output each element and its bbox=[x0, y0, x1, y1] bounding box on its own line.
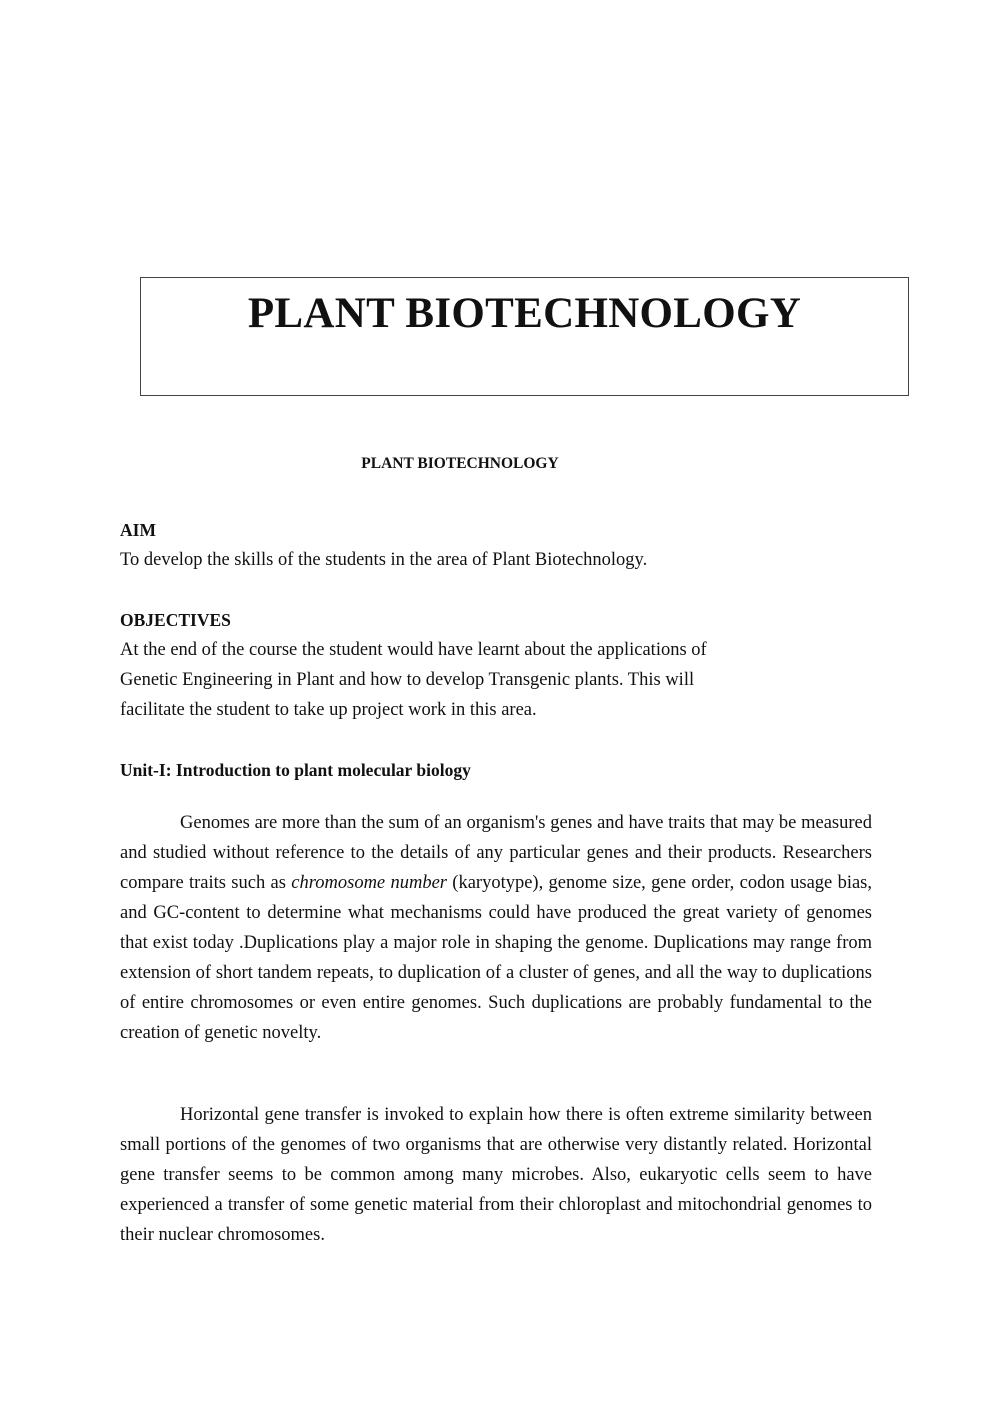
section-subtitle: PLANT BIOTECHNOLOGY bbox=[361, 455, 559, 472]
para1-italic-term: chromosome number bbox=[291, 873, 447, 893]
unit1-heading: Unit-I: Introduction to plant molecular biology bbox=[120, 760, 471, 780]
para2-text: Horizontal gene transfer is invoked to explain how there is often extreme similarity between small portions of the genomes of two organisms that are otherwise very distantly related. Horizontal gene transfer seems to be common among many microbes. Also, eukaryotic cells seem to have experienced a transfer of some genetic material from their chloroplast and mitochondrial genomes to their nuclear chromosomes. bbox=[120, 1105, 872, 1245]
objectives-heading: OBJECTIVES bbox=[120, 610, 231, 630]
aim-text: To develop the skills of the students in the area of Plant Biotechnology. bbox=[120, 550, 648, 570]
unit1-paragraph-2 bbox=[120, 1100, 872, 1250]
objectives-line: At the end of the course the student would have learnt about the applications of bbox=[120, 640, 707, 660]
aim-heading: AIM bbox=[120, 520, 156, 540]
unit1-heading-block bbox=[120, 755, 872, 785]
page-title: PLANT BIOTECHNOLOGY bbox=[247, 290, 802, 337]
aim-section bbox=[120, 515, 872, 575]
para1-text-before: Genomes are more than the sum of an organism's genes and have traits that may be measured and studied without reference to the details of any particular genes and their products. Researchers compare traits such as bbox=[120, 813, 872, 893]
para1-text-after: (karyotype), genome size, gene order, codon usage bias, and GC-content to determine what mechanisms could have produced the great variety of genomes that exist today .Duplications play a major role in shaping the genome. Duplications may range from extension of short tandem repeats, to duplication of a cluster of genes, and all the way to duplications of entire chromosomes or even entire genomes. Such duplications are probably fundamental to the creation of genetic novelty. bbox=[120, 873, 872, 1043]
title-box bbox=[140, 277, 909, 396]
objectives-line: Genetic Engineering in Plant and how to develop Transgenic plants. This will bbox=[120, 670, 695, 690]
unit1-paragraph-1 bbox=[120, 808, 872, 1048]
objectives-line: facilitate the student to take up project work in this area. bbox=[120, 700, 537, 720]
objectives-section bbox=[120, 605, 872, 725]
